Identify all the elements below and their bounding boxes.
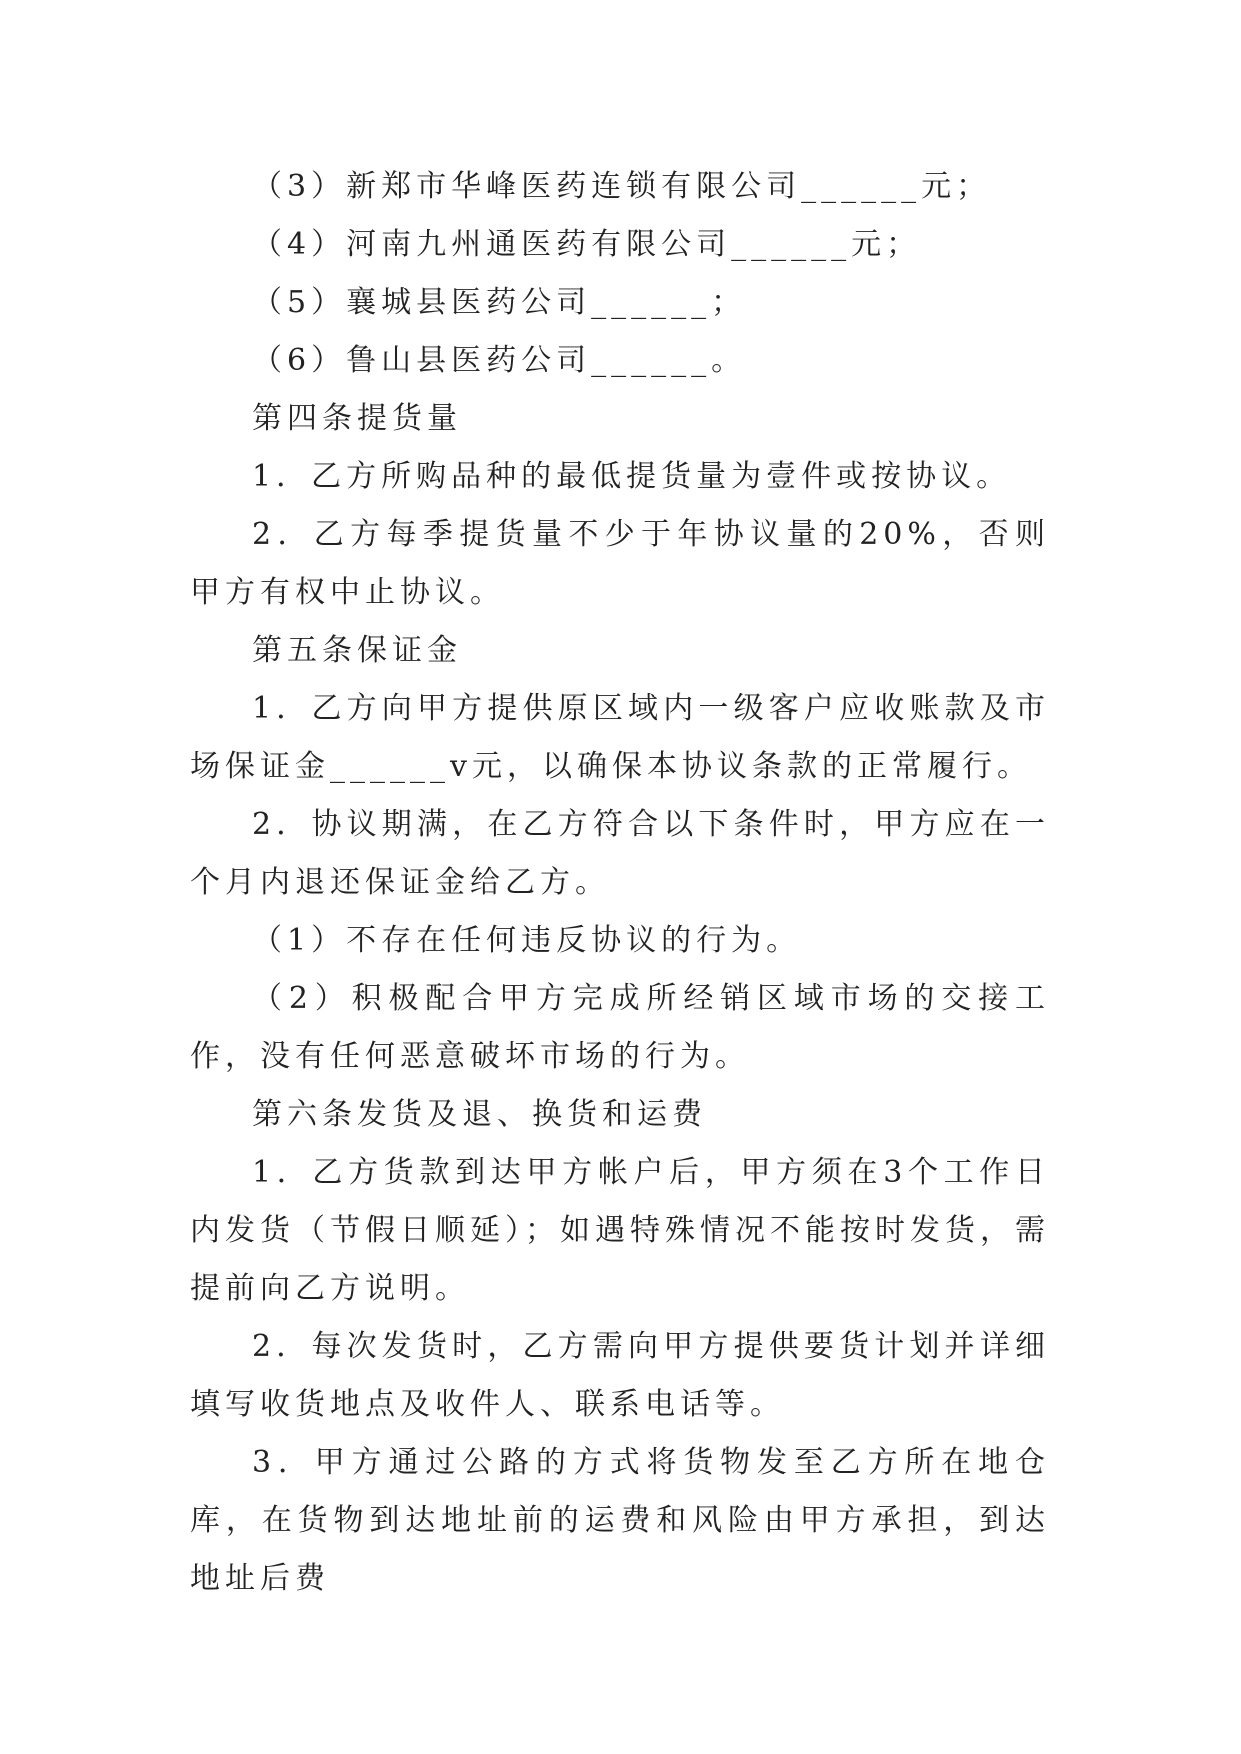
article-4-heading: 第四条提货量 <box>252 401 462 436</box>
article-5-clause-2: 2．协议期满，在乙方符合以下条件时，甲方应在一个月内退还保证金给乙方。 <box>190 807 1050 900</box>
article-5-condition-2: （2）积极配合甲方完成所经销区域市场的交接工作，没有任何恶意破坏市场的行为。 <box>190 981 1050 1074</box>
document-body <box>190 158 1050 1608</box>
article-4-clause-1: 1．乙方所购品种的最低提货量为壹件或按协议。 <box>252 459 1012 494</box>
paragraph-item-4: （4）河南九州通医药有限公司______元； <box>252 227 922 262</box>
article-5-heading: 第五条保证金 <box>252 633 462 668</box>
article-4-clause-2: 2．乙方每季提货量不少于年协议量的20%，否则甲方有权中止协议。 <box>190 517 1050 610</box>
article-6-clause-2: 2．每次发货时，乙方需向甲方提供要货计划并详细填写收货地点及收件人、联系电话等。 <box>190 1329 1050 1422</box>
article-5-clause-1: 1．乙方向甲方提供原区域内一级客户应收账款及市场保证金______v元，以确保本协议条款的正常履行。 <box>190 691 1050 784</box>
article-6-heading: 第六条发货及退、换货和运费 <box>252 1097 707 1132</box>
article-6-clause-3: 3．甲方通过公路的方式将货物发至乙方所在地仓库，在货物到达地址前的运费和风险由甲方承担，到达地址后费 <box>190 1445 1050 1596</box>
paragraph-item-6: （6）鲁山县医药公司______。 <box>252 343 747 378</box>
paragraph-item-3: （3）新郑市华峰医药连锁有限公司______元； <box>252 169 992 204</box>
article-6-clause-1: 1．乙方货款到达甲方帐户后，甲方须在3个工作日内发货（节假日顺延）；如遇特殊情况不能按时发货，需提前向乙方说明。 <box>190 1155 1050 1306</box>
paragraph-item-5: （5）襄城县医药公司______； <box>252 285 747 320</box>
article-5-condition-1: （1）不存在任何违反协议的行为。 <box>252 923 802 958</box>
